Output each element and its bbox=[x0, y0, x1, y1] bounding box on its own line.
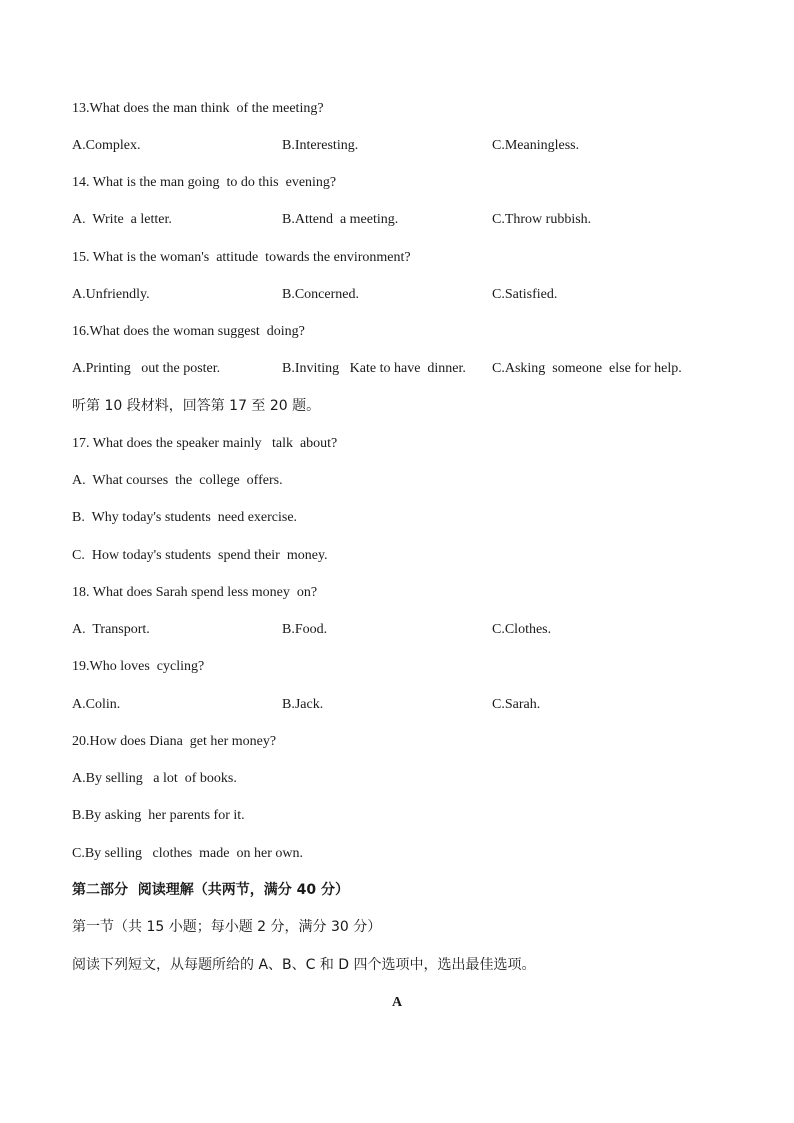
question-20-option-c: C.By selling clothes made on her own. bbox=[72, 846, 303, 861]
part2-section1: 第一节（共 15 小题；每小题 2 分，满分 30 分） bbox=[72, 919, 382, 935]
question-19-stem: 19.Who loves cycling? bbox=[72, 659, 205, 674]
question-13-option-a: A.Complex. bbox=[72, 138, 141, 153]
section-intro: 听第 10 段材料，回答第 17 至 20 题。 bbox=[72, 398, 321, 414]
question-15-stem: 15. What is the woman's attitude towards the environment? bbox=[72, 250, 411, 265]
question-20-stem: 20.How does Diana get her money? bbox=[72, 734, 277, 749]
question-17-option-b: B. Why today's students need exercise. bbox=[72, 510, 298, 525]
question-15-option-c: C.Satisfied. bbox=[492, 287, 558, 302]
question-15-option-b: B.Concerned. bbox=[282, 287, 359, 302]
question-18-option-b: B.Food. bbox=[282, 622, 328, 637]
question-17-option-a: A. What courses the college offers. bbox=[72, 473, 283, 488]
question-18-option-c: C.Clothes. bbox=[492, 622, 552, 637]
question-18-stem: 18. What does Sarah spend less money on? bbox=[72, 585, 318, 600]
question-19-option-a: A.Colin. bbox=[72, 697, 121, 712]
question-13-option-c: C.Meaningless. bbox=[492, 138, 580, 153]
question-20-option-b: B.By asking her parents for it. bbox=[72, 808, 245, 823]
question-17-option-c: C. How today's students spend their money. bbox=[72, 548, 328, 563]
question-18-option-a: A. Transport. bbox=[72, 622, 150, 637]
question-13-option-b: B.Interesting. bbox=[282, 138, 359, 153]
question-16-option-c: C.Asking someone else for help. bbox=[492, 361, 682, 376]
question-16-option-b: B.Inviting Kate to have dinner. bbox=[282, 361, 466, 376]
question-14-option-c: C.Throw rubbish. bbox=[492, 212, 592, 227]
question-19-option-b: B.Jack. bbox=[282, 697, 324, 712]
question-16-option-a: A.Printing out the poster. bbox=[72, 361, 221, 376]
part2-instruction: 阅读下列短文，从每题所给的 A、B、C 和 D 四个选项中，选出最佳选项。 bbox=[72, 957, 536, 973]
question-17-stem: 17. What does the speaker mainly talk about? bbox=[72, 436, 338, 451]
part2-heading: 第二部分 阅读理解（共两节，满分 40 分） bbox=[72, 882, 349, 898]
passage-label: A bbox=[391, 995, 403, 1010]
question-14-stem: 14. What is the man going to do this evening? bbox=[72, 175, 337, 190]
question-19-option-c: C.Sarah. bbox=[492, 697, 541, 712]
question-20-option-a: A.By selling a lot of books. bbox=[72, 771, 237, 786]
question-16-stem: 16.What does the woman suggest doing? bbox=[72, 324, 305, 339]
question-14-option-a: A. Write a letter. bbox=[72, 212, 172, 227]
question-13-stem: 13.What does the man think of the meeting? bbox=[72, 101, 324, 116]
question-15-option-a: A.Unfriendly. bbox=[72, 287, 150, 302]
question-14-option-b: B.Attend a meeting. bbox=[282, 212, 399, 227]
